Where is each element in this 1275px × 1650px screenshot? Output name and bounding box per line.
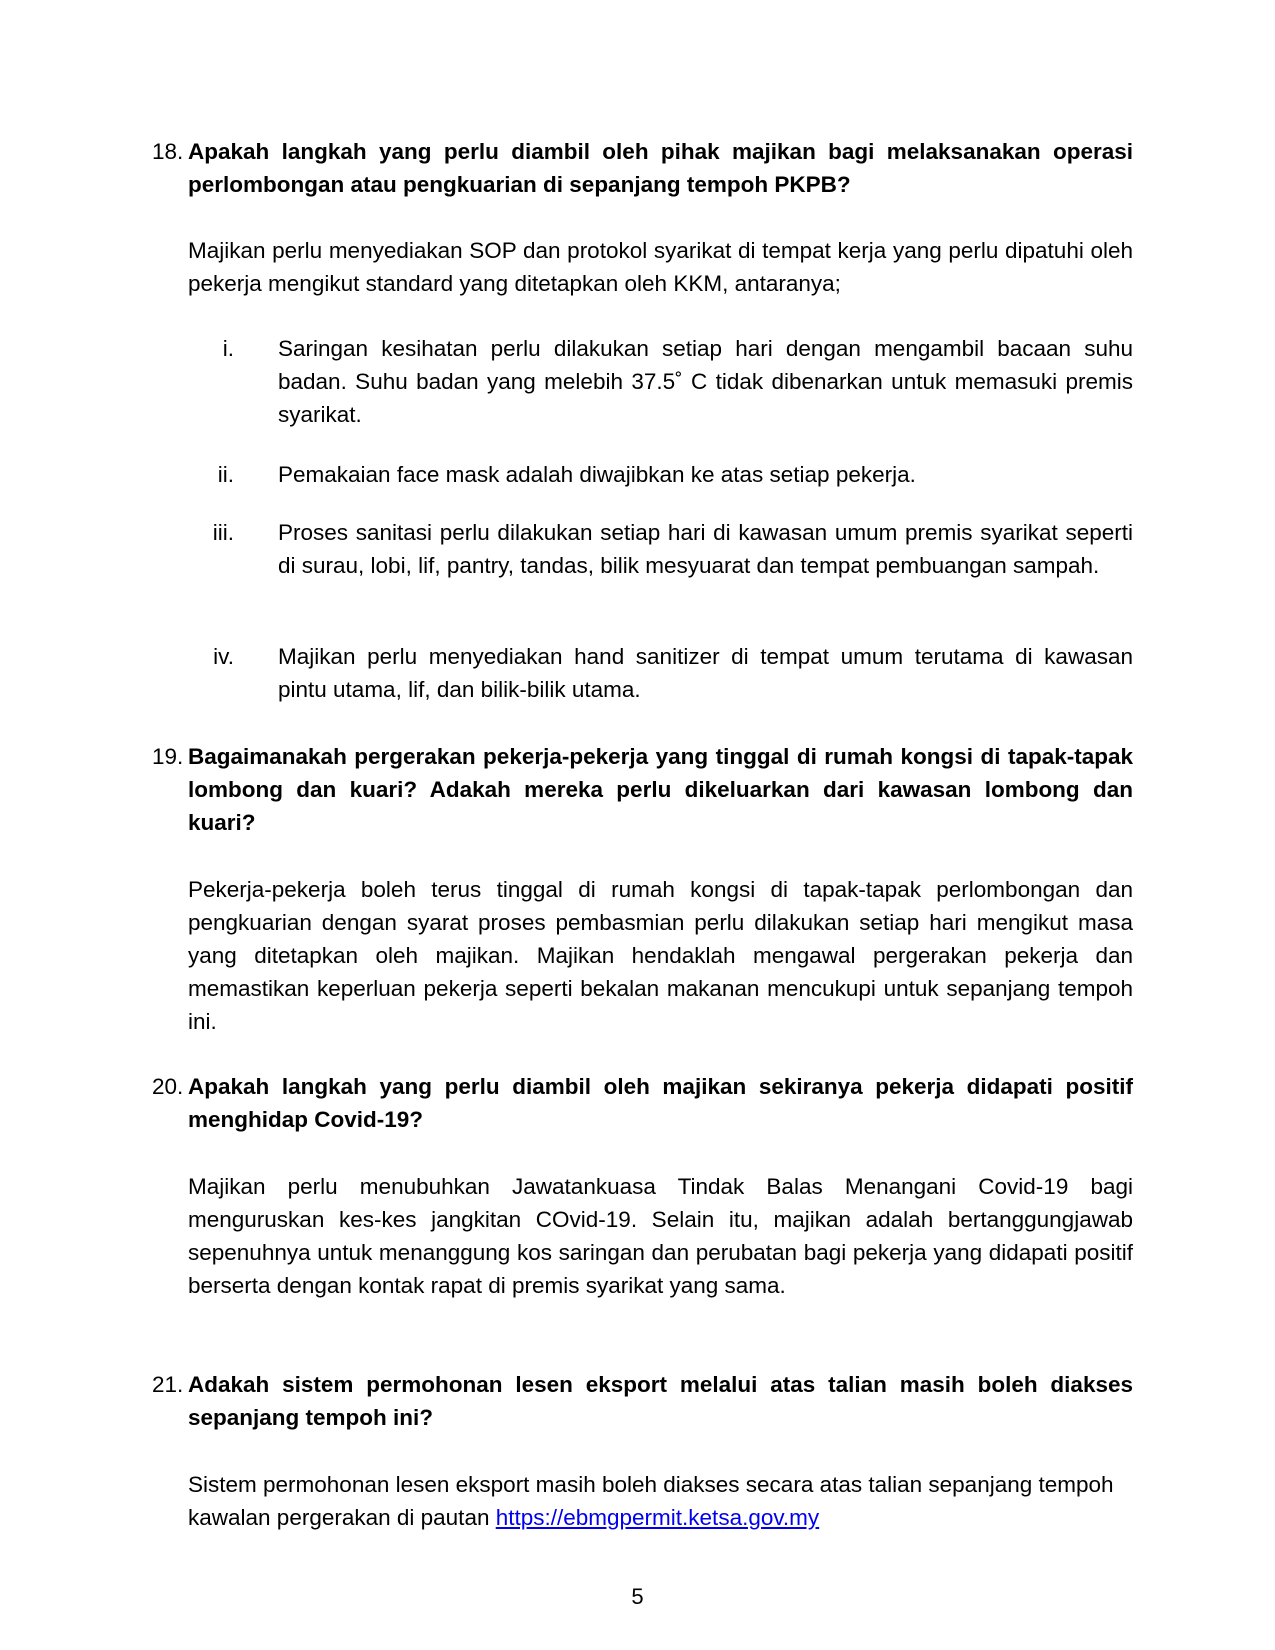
list-item xyxy=(188,640,1133,706)
answer-text: Majikan perlu menyediakan SOP dan protokol syarikat di tempat kerja yang perlu dipatuhi oleh pekerja mengikut standard yang ditetapkan oleh KKM, antaranya; xyxy=(188,238,1133,296)
list-numeral: iv. xyxy=(213,644,234,669)
list-numeral: iii. xyxy=(212,520,234,545)
question-text: Bagaimanakah pergerakan pekerja-pekerja yang tinggal di rumah kongsi di tapak-tapak lombong dan kuari? Adakah mereka perlu dikeluarkan dari kawasan lombong dan kuari? xyxy=(188,744,1133,835)
answer-text xyxy=(188,1468,1133,1534)
list-numeral: i. xyxy=(222,336,234,361)
question xyxy=(152,135,1133,201)
list-text: Saringan kesihatan perlu dilakukan setiap hari dengan mengambil bacaan suhu badan. Suhu badan yang melebih 37.5˚ C tidak dibenarkan untuk memasuki premis syarikat. xyxy=(278,336,1133,427)
question-text: Apakah langkah yang perlu diambil oleh majikan sekiranya pekerja didapati positif menghidap Covid-19? xyxy=(188,1074,1133,1132)
question-number: 18. xyxy=(152,139,184,164)
question-text: Adakah sistem permohonan lesen eksport melalui atas talian masih boleh diakses sepanjang tempoh ini? xyxy=(188,1372,1133,1430)
question xyxy=(152,1070,1133,1136)
question xyxy=(152,1368,1133,1434)
answer-text: Majikan perlu menubuhkan Jawatankuasa Tindak Balas Menangani Covid-19 bagi menguruskan kes-kes jangkitan COvid-19. Selain itu, majikan adalah bertanggungjawab sepenuhnya untuk menanggung kos saringan dan perubatan bagi pekerja yang didapati positif berserta dengan kontak rapat di premis syarikat yang sama. xyxy=(188,1174,1133,1298)
list-text: Pemakaian face mask adalah diwajibkan ke atas setiap pekerja. xyxy=(278,462,916,487)
list-text: Proses sanitasi perlu dilakukan setiap hari di kawasan umum premis syarikat seperti di surau, lobi, lif, pantry, tandas, bilik mesyuarat dan tempat pembuangan sampah. xyxy=(278,520,1133,578)
list-text: Majikan perlu menyediakan hand sanitizer di tempat umum terutama di kawasan pintu utama, lif, dan bilik-bilik utama. xyxy=(278,644,1133,702)
list-item xyxy=(188,458,1133,491)
question-number: 21. xyxy=(152,1372,184,1397)
question-text: Apakah langkah yang perlu diambil oleh pihak majikan bagi melaksanakan operasi perlombongan atau pengkuarian di sepanjang tempoh PKPB? xyxy=(188,139,1133,197)
answer-text: Pekerja-pekerja boleh terus tinggal di rumah kongsi di tapak-tapak perlombongan dan pengkuarian dengan syarat proses pembasmian perlu dilakukan setiap hari mengikut masa yang ditetapkan oleh majikan. Majikan hendaklah mengawal pergerakan pekerja dan memastikan keperluan pekerja seperti bekalan makanan mencukupi untuk sepanjang tempoh ini. xyxy=(188,877,1133,1034)
faq-section-21 xyxy=(152,1368,1133,1534)
list-numeral: ii. xyxy=(217,462,234,487)
ebmgpermit-link[interactable]: https://ebmgpermit.ketsa.gov.my xyxy=(495,1505,820,1530)
page-number: 5 xyxy=(631,1584,644,1609)
faq-section-20 xyxy=(152,1070,1133,1302)
list-item xyxy=(188,332,1133,431)
answer-text-prefix: Sistem permohonan lesen eksport masih boleh diakses secara atas talian sepanjang tempoh kawalan pergerakan di pautan xyxy=(188,1472,1114,1530)
faq-section-19 xyxy=(152,740,1133,1038)
list-item xyxy=(188,516,1133,582)
question-number: 19. xyxy=(152,744,184,769)
question xyxy=(152,740,1133,839)
question-number: 20. xyxy=(152,1074,184,1099)
faq-section-18 xyxy=(152,135,1133,300)
